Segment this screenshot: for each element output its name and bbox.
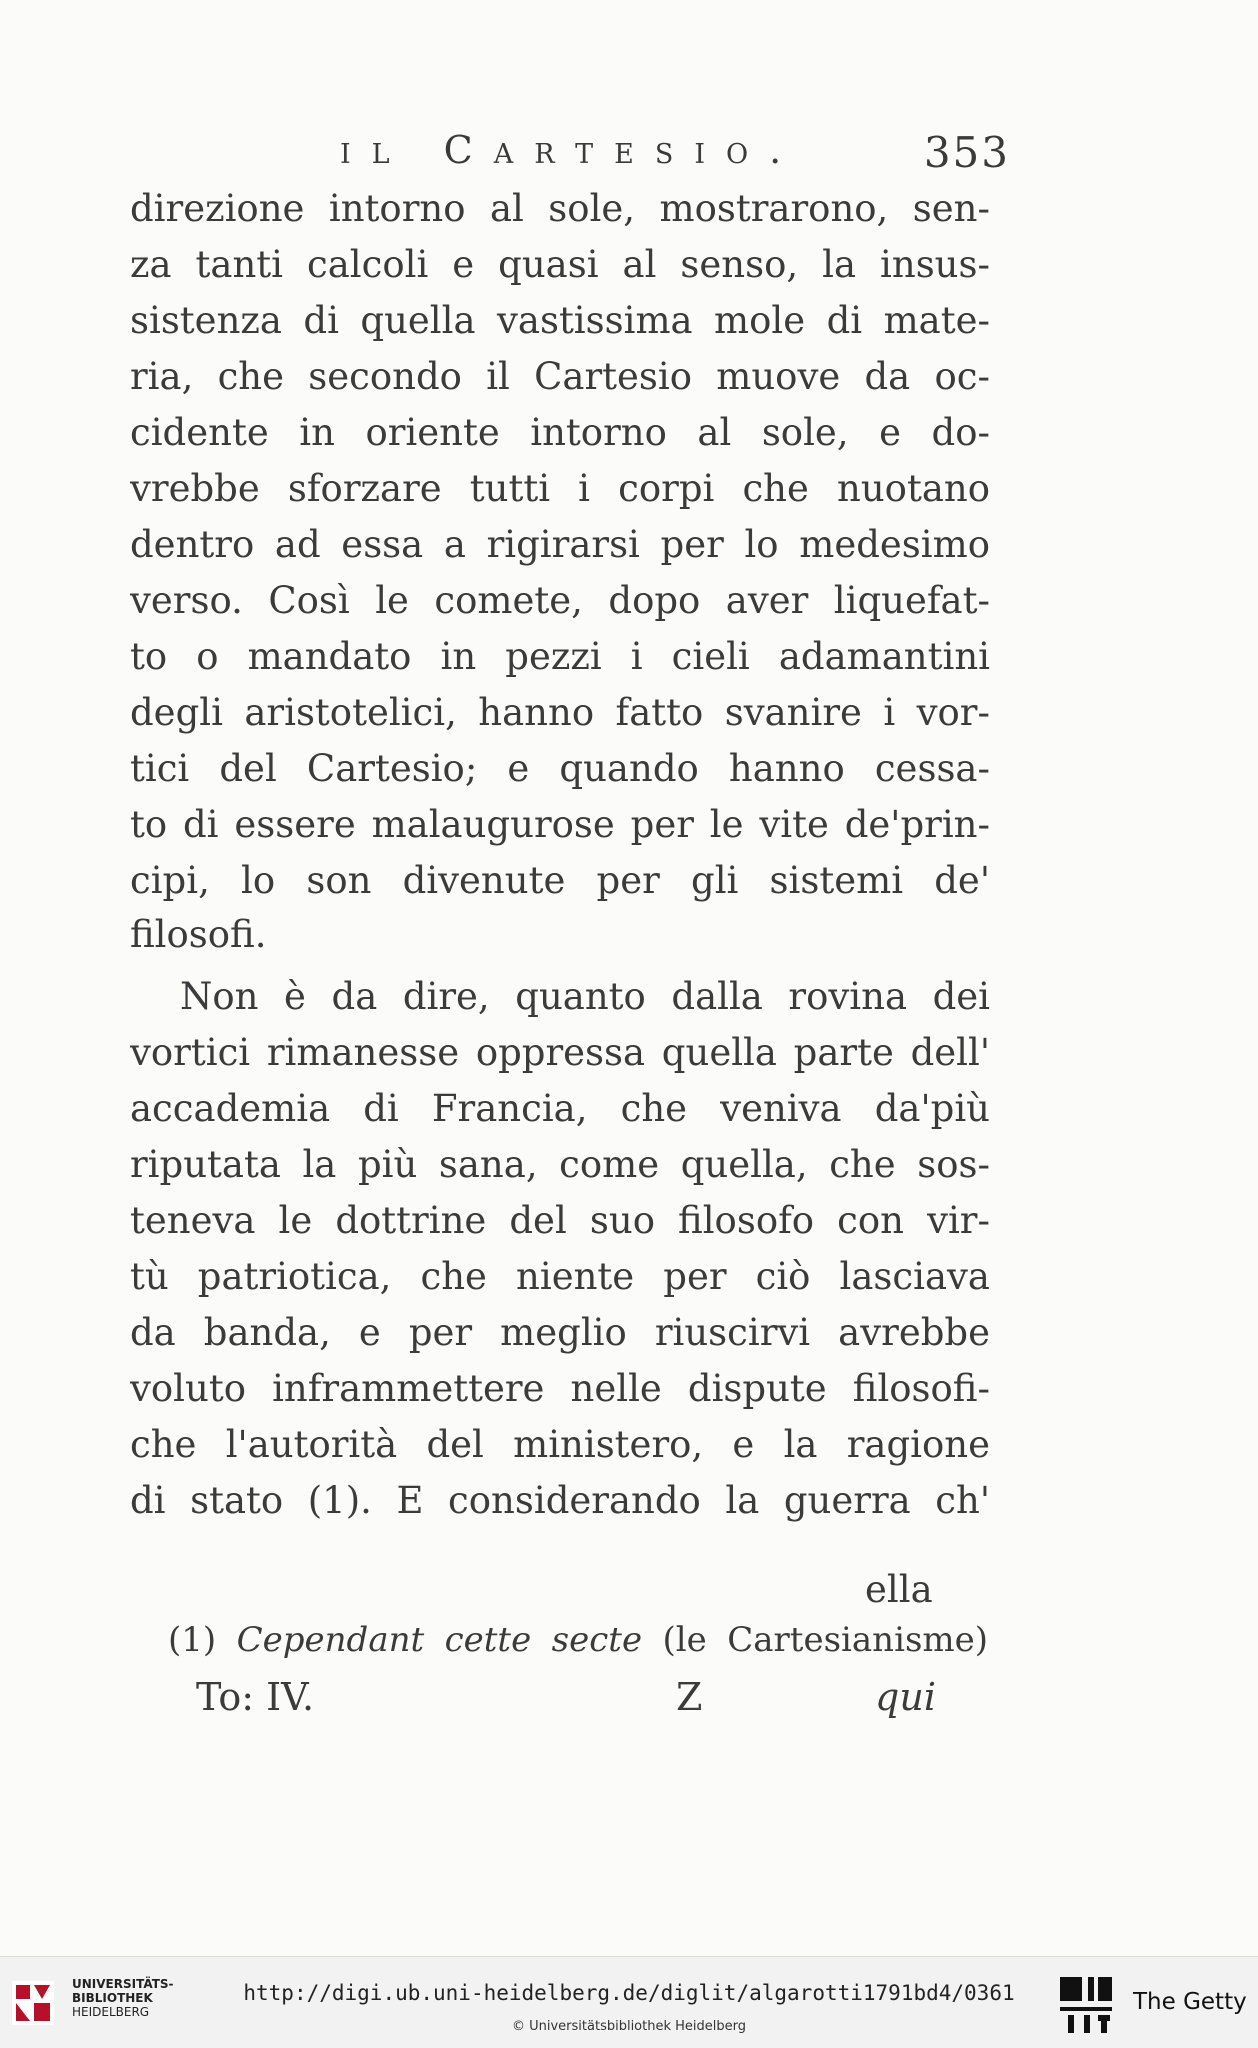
copyright-notice: © Universitätsbibliothek Heidelberg: [511, 2019, 746, 2034]
text-line: voluto inframmettere nelle dispute filosofi-: [130, 1367, 990, 1410]
text-line: tù patriotica, che niente per ciò lasciava: [130, 1255, 990, 1298]
text-line: da banda, e per meglio riuscirvi avrebbe: [130, 1311, 990, 1354]
text-line: vrebbe sforzare tutti i corpi che nuotano: [130, 467, 990, 510]
text-line: tici del Cartesio; e quando hanno cessa-: [130, 747, 990, 790]
viewer-footer: [0, 1956, 1258, 2048]
text-line: ria, che secondo il Cartesio muove da oc-: [130, 355, 990, 398]
running-title: il Cartesio.: [340, 128, 803, 172]
text-line: che l'autorità del ministero, e la ragione: [130, 1423, 990, 1466]
footnote-italic-text: Cependant cette secte: [236, 1620, 643, 1660]
volume-signature: To: IV.: [196, 1675, 315, 1719]
footnote: [168, 1620, 988, 1660]
permalink-url[interactable]: http://digi.ub.uni-heidelberg.de/diglit/algarotti1791bd4/0361: [243, 1981, 1015, 2005]
text-line: verso. Così le comete, dopo aver liquefat-: [130, 579, 990, 622]
getty-logo-icon: [1058, 1975, 1114, 2035]
text-line: dentro ad essa a rigirarsi per lo medesimo: [130, 523, 990, 566]
library-name-line-2: BIBLIOTHEK: [72, 1991, 153, 2005]
text-line: accademia di Francia, che veniva da'più: [130, 1087, 990, 1130]
text-line: riputata la più sana, come quella, che sos-: [130, 1143, 990, 1186]
footnote-marker: (1): [168, 1620, 217, 1660]
text-line: filosofi.: [130, 913, 267, 956]
text-line: za tanti calcoli e quasi al senso, la insus-: [130, 243, 990, 286]
footnote-text: (le Cartesianisme): [662, 1620, 989, 1660]
gathering-mark: Z: [676, 1675, 703, 1719]
text-line: vortici rimanesse oppressa quella parte dell': [130, 1031, 990, 1074]
page-header: [340, 128, 1010, 188]
library-name-line-1: UNIVERSITÄTS-: [72, 1977, 174, 1991]
text-line: to o mandato in pezzi i cieli adamantini: [130, 635, 990, 678]
text-line: Non è da dire, quanto dalla rovina dei: [180, 975, 990, 1018]
text-line: di stato (1). E considerando la guerra ch': [130, 1479, 990, 1522]
text-line: to di essere malaugurose per le vite de'prin-: [130, 803, 990, 846]
text-line: sistenza di quella vastissima mole di mate-: [130, 299, 990, 342]
text-line: degli aristotelici, hanno fatto svanire i vor-: [130, 691, 990, 734]
text-line: cidente in oriente intorno al sole, e do-: [130, 411, 990, 454]
signature-row: [196, 1675, 936, 1725]
getty-name: The Getty: [1133, 1989, 1247, 2015]
text-line: direzione intorno al sole, mostrarono, sen-: [130, 187, 990, 230]
library-name-line-3: HEIDELBERG: [72, 2005, 150, 2019]
text-line: cipi, lo son divenute per gli sistemi de': [130, 859, 990, 902]
catchword: ella: [865, 1568, 933, 1611]
text-line: teneva le dottrine del suo filosofo con vir-: [130, 1199, 990, 1242]
signature-catchword: qui: [875, 1675, 936, 1719]
page-number: 353: [923, 128, 1010, 177]
